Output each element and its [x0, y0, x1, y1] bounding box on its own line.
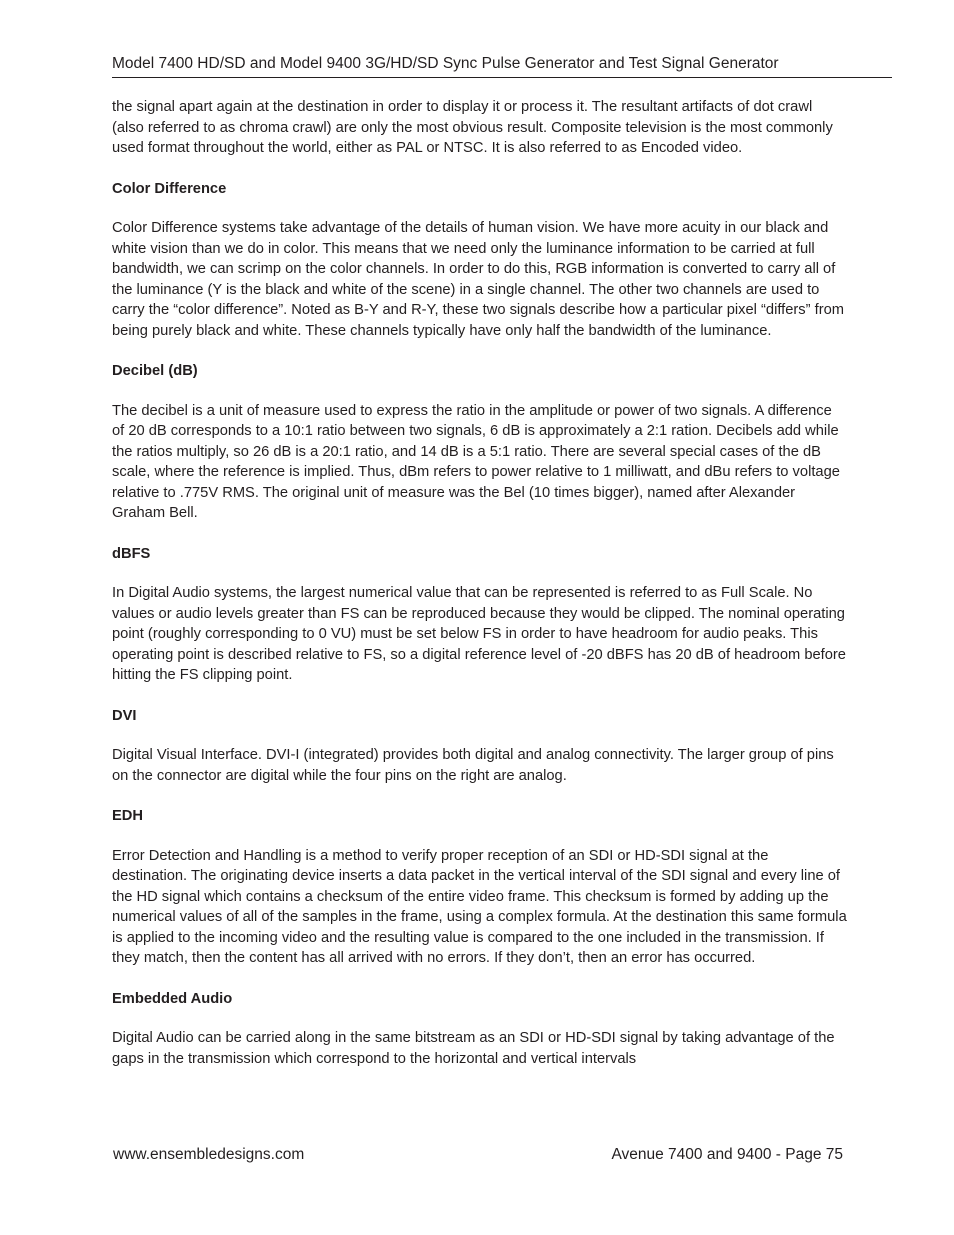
section-body-edh: Error Detection and Handling is a method to verify proper reception of an SDI or HD-SDI signal at the destination. The originating device inserts a data packet in the vertical interval of the SDI signal and every line of the HD signal which contains a checksum of the entire video frame. This checksum is formed by adding up the numerical values of all of the samples in the frame, using a complex formula. At the destination this same formula is applied to the incoming video and the resulting value is compared to the one included in the transmission. If they match, then the content has all arrived with no errors. If they don’t, then an error has occurred.: [112, 847, 847, 966]
page-header: [112, 53, 892, 78]
section-heading-edh: EDH: [112, 808, 144, 824]
section-body-dvi: Digital Visual Interface. DVI-I (integrated) provides both digital and analog connectivity. The larger group of pins on the connector are digital while the four pins on the right are analog.: [112, 747, 834, 784]
section-heading-embedded-audio: Embedded Audio: [112, 990, 233, 1007]
section-body-decibel: The decibel is a unit of measure used to express the ratio in the amplitude or power of two signals. A difference of 20 dB corresponds to a 10:1 ratio between two signals, 6 dB is approximately a 2:1 ration. Decibels add while the ratios multiply, so 26 dB is a 20:1 ratio, and 14 dB is a 5:1 ratio. There are several special cases of the dB scale, where the reference is implied. Thus, dBm refers to power relative to 1 milliwatt, and dBu refers to voltage relative to .775V RMS. The original unit of measure was the Bel (10 times bigger), named after Alexander Graham Bell.: [112, 402, 840, 521]
page-content: [112, 97, 847, 1089]
footer-page-label-text: Avenue 7400 and 9400 - Page 75: [611, 1146, 843, 1163]
intro-paragraph: the signal apart again at the destination in order to display it or process it. The resultant artifacts of dot crawl (also referred to as chroma crawl) are only the most obvious result. Composite television is the most commonly used format throughout the world, either as PAL or NTSC. It is also referred to as Encoded video.: [112, 99, 833, 156]
footer-website-text: www.ensembledesigns.com: [113, 1146, 305, 1163]
section-heading-dbfs: dBFS: [112, 545, 151, 562]
footer-website: [113, 1145, 304, 1165]
section-heading-dvi: DVI: [112, 707, 137, 724]
section-body-embedded-audio: Digital Audio can be carried along in the same bitstream as an SDI or HD-SDI signal by taking advantage of the gaps in the transmission which correspond to the horizontal and vertical intervals: [112, 1030, 835, 1067]
section-heading-color-difference: Color Difference: [112, 180, 227, 197]
header-title: Model 7400 HD/SD and Model 9400 3G/HD/SD Sync Pulse Generator and Test Signal Generator: [112, 55, 779, 72]
footer-page-label: [611, 1145, 843, 1165]
section-body-dbfs: In Digital Audio systems, the largest numerical value that can be represented is referred to as Full Scale. No values or audio levels greater than FS can be reproduced because they would be clipped. The nominal operating point (roughly corresponding to 0 VU) must be set below FS in order to have headroom for audio peaks. This operating point is described relative to FS, so a digital reference level of -20 dBFS has 20 dB of headroom before hitting the FS clipping point.: [112, 585, 846, 683]
section-heading-decibel: Decibel (dB): [112, 363, 198, 379]
section-body-color-difference: Color Difference systems take advantage of the details of human vision. We have more acuity in our black and white vision than we do in color. This means that we need only the luminance information to be carried at full bandwidth, we can scrimp on the color channels. In order to do this, RGB information is converted to carry all of the luminance (Y is the black and white of the scene) in a single channel. The other two channels are used to carry the “color difference”. Noted as B-Y and R-Y, these two signals describe how a particular pixel “differs” from being purely black and white. These channels typically have only half the bandwidth of the luminance.: [112, 220, 844, 339]
